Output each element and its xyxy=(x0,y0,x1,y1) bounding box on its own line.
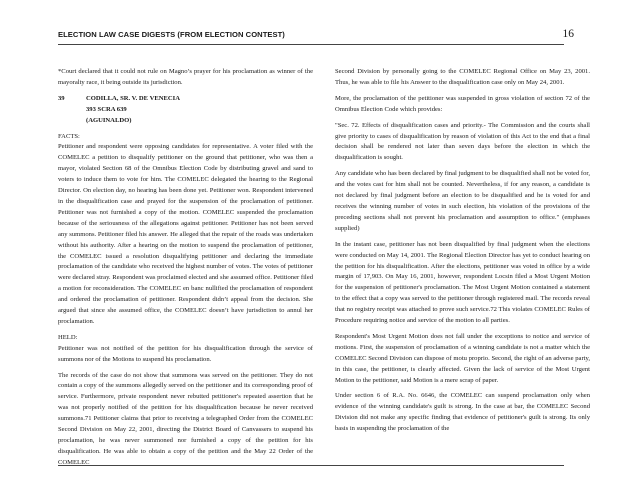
intro-paragraph: *Court declared that it could not rule on Magno’s prayer for his proclamation as winner of the mayoralty race, it being outside its jurisdiction. xyxy=(58,68,313,86)
paragraph-7: Under section 6 of R.A. No. 6646, the COMELEC can suspend proclamation only when evidence of the winning candidate's guilt is strong. In the case at bar, the COMELEC Second Division did not make any specific finding that evidence of petitioner's guilt is strong. Its only basis in suspending the proclamation of the xyxy=(335,392,590,433)
page-number: 16 xyxy=(562,28,574,40)
header-rule xyxy=(58,44,564,45)
case-number: 39 xyxy=(58,94,65,102)
paragraph-1: Second Division by personally going to the COMELEC Regional Office on May 23, 2001. Thus, he was able to file his Answer to the disqualification case only on May 24, 2001. xyxy=(335,68,590,86)
facts-paragraph: Petitioner and respondent were opposing candidates for representative. A voter filed with the COMELEC a petition to disqualify petitioner on the ground that petitioner, who was then a mayor, violated Section 68 of the Omnibus Election Code by distributing gravel and sand to voters to induce them to vote for him. The COMELEC delegated the hearing to the Regional Director. On election day, no hearing has been done yet. Petitioner won. Respondent intervened in the disqualification case and prayed for the suspension of the proclamation of petitioner. Petitioner was not furnished a copy of the motion. COMELEC suspended the proclamation because of the seriousness of the allegations against petitioner. Petitioner has not been served any summons. Petitioner filed his answer. He alleged that the repair of the roads was undertaken without his authority. After a hearing on the motion to suspend the proclamation of petitioner, the COMELEC issued a resolution disqualifying petitioner and declaring the immediate proclamation of the candidate who received the highest number of votes. The votes of petitioner were declared stray. Respondent was proclaimed elected and she assumed office. Petitioner filed a motion for reconsideration. The COMELEC en banc nullified the proclamation of respondent and ordered the proclamation of petitioner. Respondent didn’t appeal from the decision. She argued that since she assumed office, the COMELEC doesn’t have jurisdiction to annul her proclamation. xyxy=(58,143,313,325)
held-paragraph: Petitioner was not notified of the petition for his disqualification through the service of summons nor of the Motions to suspend his proclamation. xyxy=(58,344,313,363)
left-column xyxy=(58,67,313,474)
case-name-line1: CODILLA, SR. V. DE VENECIA xyxy=(86,94,180,102)
paragraph-4: Any candidate who has been declared by final judgment to be disqualified shall not be voted for, and the votes cast for him shall not be counted. Nevertheless, if for any reason, a candidate is not declared by final judgment before an election to be disqualified and he is voted for and receives the winning number of votes in such election, his violation of the provisions of the preceding sections shall not prevent his proclamation and assumption to office." (emphases supplied) xyxy=(335,170,590,232)
running-title: ELECTION LAW CASE DIGESTS (FROM ELECTION CONTEST) xyxy=(58,30,285,39)
right-column xyxy=(335,67,590,440)
paragraph-6: Respondent's Most Urgent Motion does not fall under the exceptions to notice and service of motions. First, the suspension of proclamation of a winning candidate is not a matter which the COMELEC Second Division can dispose of motu proprio. Second, the right of an adverse party, in this case, the petitioner, is clearly affected. Given the lack of service of the Most Urgent Motion to the petitioner, said Motion is a mere scrap of paper. xyxy=(335,332,590,384)
page-header xyxy=(58,30,574,44)
paragraph-3: "Sec. 72. Effects of disqualification cases and priority.- The Commission and the courts shall give priority to cases of disqualification by reason of violation of this Act to the end that a final decision shall be rendered not later than seven days before the election in which the disqualification is sought. xyxy=(335,121,590,162)
case-name-line2: 393 SCRA 639 xyxy=(86,105,127,113)
paragraph-5: In the instant case, petitioner has not been disqualified by final judgment when the elections were conducted on May 14, 2001. The Regional Election Director has yet to conduct hearing on the petition for his disqualification. After the elections, petitioner was voted in office by a wide margin of 17,903. On May 16, 2001, however, respondent Locsin filed a Most Urgent Motion for the suspension of petitioner's proclamation. The Most Urgent Motion contained a statement to the effect that a copy was served to the petitioner through registered mail. The records reveal that no registry receipt was attached to prove such service.72 This violates COMELEC Rules of Procedure requiring notice and service of the motion to all parties. xyxy=(335,240,590,325)
paragraph-2: More, the proclamation of the petitioner was suspended in gross violation of section 72 of the Omnibus Election Code which provides: xyxy=(335,94,590,113)
case-title xyxy=(58,94,313,127)
case-name-line3: (AGUINALDO) xyxy=(86,116,132,124)
facts-heading: FACTS: xyxy=(58,132,80,140)
records-paragraph: The records of the case do not show that summons was served on the petitioner. They do not contain a copy of the summons allegedly served on the petitioner and its corresponding proof of service. Furthermore, private respondent never rebutted petitioner's repeated assertion that he was not properly notified of the petition for his disqualification because he never received summons.71 Petitioner claims that prior to receiving a telegraphed Order from the COMELEC Second Division on May 22, 2001, directing the District Board of Canvassers to suspend his proclamation, he was never summoned nor furnished a copy of the petition for his disqualification. He was able to obtain a copy of the petition and the May 22 Order of the COMELEC xyxy=(58,371,313,466)
footer-rule xyxy=(58,465,564,466)
case-names xyxy=(86,94,180,127)
held-heading: HELD: xyxy=(58,333,78,341)
